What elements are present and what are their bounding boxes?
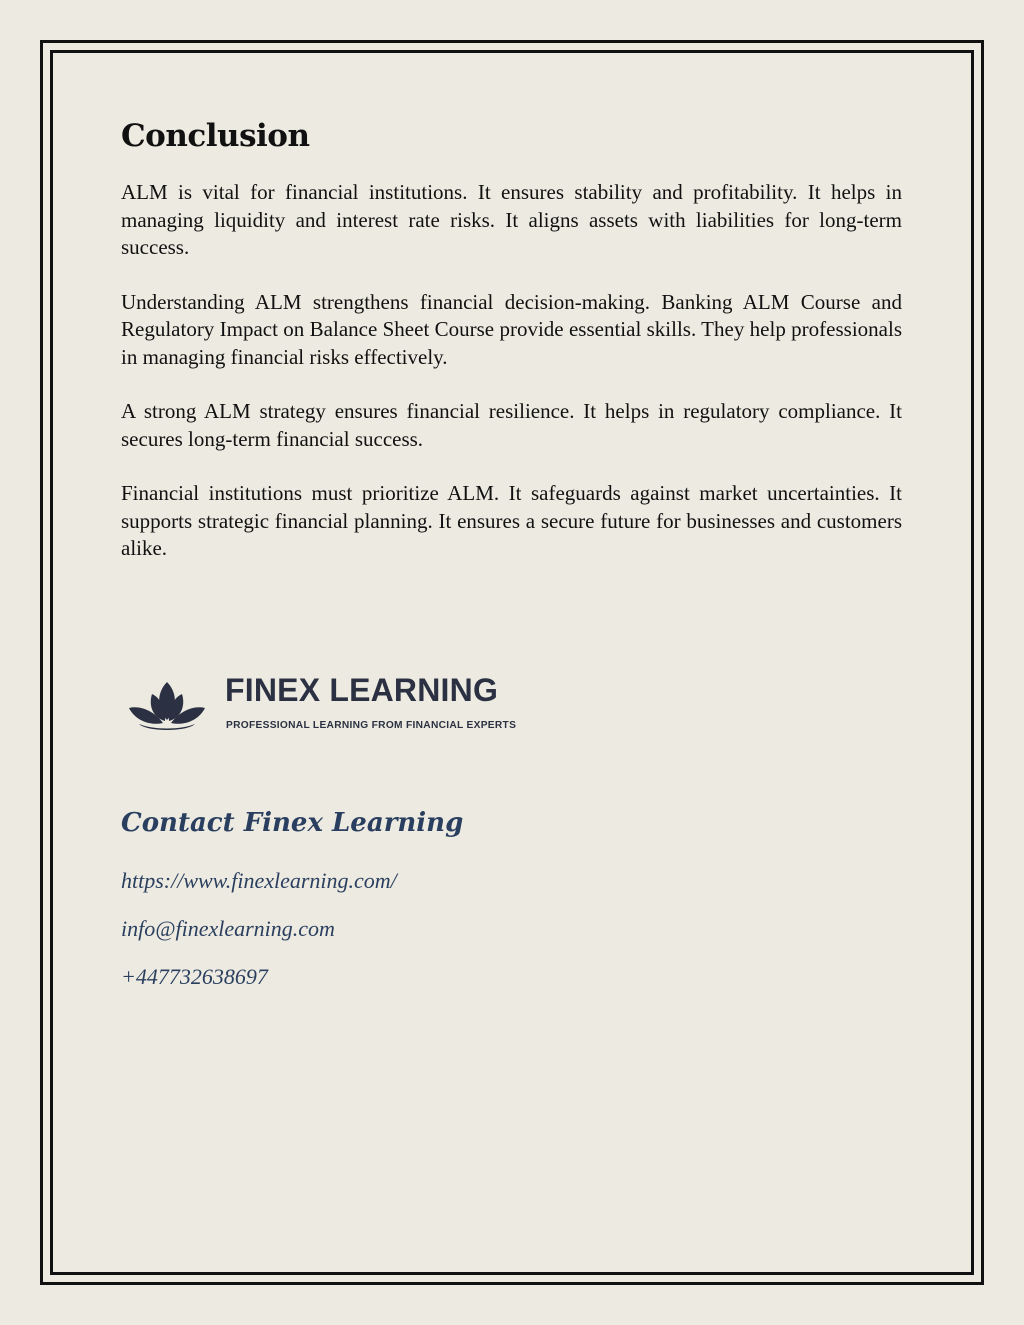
conclusion-heading: Conclusion xyxy=(121,118,310,154)
conclusion-paragraph: Financial institutions must prioritize ALM. It safeguards against market uncertainties. It supports strategic financial planning. It ensures a secure future for businesses and customers alike. xyxy=(121,481,902,560)
website-link[interactable]: https://www.finexlearning.com/ xyxy=(121,868,397,893)
contact-section xyxy=(121,808,463,1012)
finex-learning-logo xyxy=(125,672,545,742)
email-link[interactable]: info@finexlearning.com xyxy=(121,916,335,941)
conclusion-paragraph: A strong ALM strategy ensures financial resilience. It helps in regulatory compliance. It secures long-term financial success. xyxy=(121,399,902,451)
contact-heading: Contact Finex Learning xyxy=(121,808,464,838)
logo-wordmark: FINEX LEARNING xyxy=(225,672,499,708)
logo-tagline: PROFESSIONAL LEARNING FROM FINANCIAL EXPERTS xyxy=(226,720,517,731)
conclusion-section xyxy=(121,118,902,590)
conclusion-paragraph: Understanding ALM strengthens financial decision-making. Banking ALM Course and Regulatory Impact on Balance Sheet Course provide essential skills. They help professionals in managing financial risks effectively. xyxy=(121,289,902,369)
lotus-icon xyxy=(125,674,209,734)
phone-number[interactable]: +447732638697 xyxy=(121,964,268,989)
conclusion-paragraph: ALM is vital for financial institutions. It ensures stability and profitability. It helps in managing liquidity and interest rate risks. It aligns assets with liabilities for long-term success. xyxy=(121,180,902,259)
